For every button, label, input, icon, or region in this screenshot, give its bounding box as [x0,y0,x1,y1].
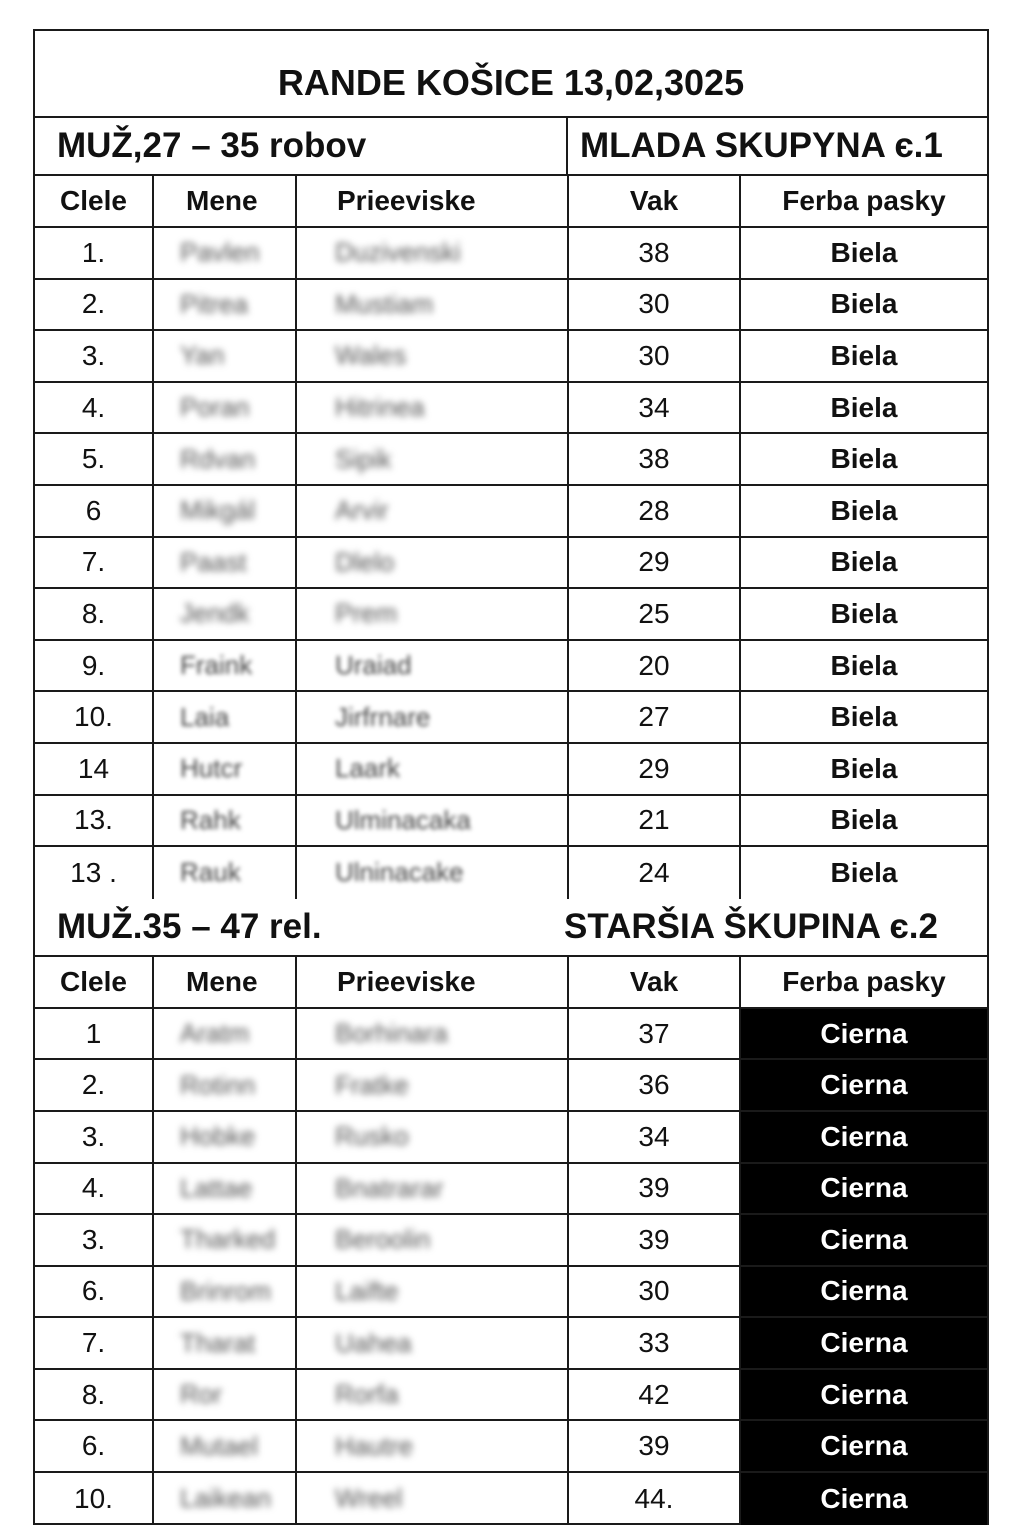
row-band-color: Cierna [820,1120,908,1152]
row-age: 36 [638,1069,670,1101]
table-row [35,280,987,332]
row-band-color-cell [741,383,987,433]
row-surname-cell [297,692,569,742]
row-age: 21 [638,804,670,836]
row-surname-cell [297,744,569,794]
row-surname: Duzivenski [335,237,461,268]
row-surname: Uraiad [335,650,412,681]
row-age: 25 [638,597,670,629]
row-age: 39 [638,1223,670,1255]
row-band-color-cell [741,1318,987,1368]
row-surname: Hautre [335,1430,414,1461]
col-age-header: Vak [569,176,741,226]
table-row [35,1009,987,1061]
row-name-cell [154,847,297,899]
row-number: 8. [81,1378,106,1410]
row-band-color: Biela [830,391,898,423]
row-name: Poran [180,392,250,423]
row-number-cell [35,1318,154,1368]
row-band-color: Cierna [820,1327,908,1359]
group2-table-body [35,1009,987,1525]
row-number-cell [35,847,154,899]
row-surname-cell [297,538,569,588]
row-band-color-cell [741,1060,987,1110]
row-band-color: Biela [830,236,898,268]
row-surname: Mustiam [335,288,434,319]
row-number: 4. [81,391,106,423]
page-title: RANDE KOŠICE 13,02,3025 [35,31,987,118]
row-surname: Borhinara [335,1018,448,1049]
row-number: 14 [77,752,110,784]
row-surname-cell [297,331,569,381]
row-band-color-cell [741,1473,987,1525]
group2-group-label: STARŠIA ŠKUPINA є.2 [564,906,938,946]
row-surname-cell [297,1164,569,1214]
row-number-cell [35,1112,154,1162]
row-name: Fraink [180,650,253,681]
col-age-header: Vak [569,957,741,1007]
row-surname-cell [297,434,569,484]
row-band-color-cell [741,538,987,588]
row-number: 1. [81,236,106,268]
row-band-color-cell [741,1164,987,1214]
row-age: 38 [638,443,670,475]
row-band-color: Biela [830,597,898,629]
row-band-color-cell [741,331,987,381]
row-band-color-cell [741,589,987,639]
row-surname: Rusko [335,1121,409,1152]
group2-age-label: MUŽ.35 – 47 rel. [57,906,322,946]
row-band-color: Cierna [820,1069,908,1101]
row-number: 3. [81,1223,106,1255]
row-age: 28 [638,494,670,526]
row-band-color: Biela [830,494,898,526]
col-band-header: Ferba pasky [782,965,946,997]
row-number-cell [35,383,154,433]
row-name-cell [154,1370,297,1420]
col-name-header: Mene [154,176,297,226]
row-number: 9. [81,649,106,681]
row-surname: Prem [335,598,398,629]
row-band-color: Cierna [820,1482,908,1514]
row-name: Jendk [180,598,250,629]
row-age: 42 [638,1378,670,1410]
row-band-color-cell [741,280,987,330]
table-row [35,1421,987,1473]
row-name: Rahk [180,804,241,835]
row-name: Brinrom [180,1275,272,1306]
row-number: 3. [81,339,106,371]
row-band-color-cell [741,1370,987,1420]
row-name-cell [154,796,297,846]
row-surname-cell [297,280,569,330]
row-age: 30 [638,339,670,371]
row-surname-cell [297,1009,569,1059]
row-band-color-cell [741,744,987,794]
row-surname-cell [297,1318,569,1368]
row-name: Pitrea [180,288,248,319]
row-name-cell [154,1060,297,1110]
row-number: 7. [81,546,106,578]
row-band-color-cell [741,1112,987,1162]
row-number: 3. [81,1120,106,1152]
row-number-cell [35,1421,154,1471]
row-name: Rotinn [180,1069,256,1100]
table-row [35,1318,987,1370]
row-surname: Rorfa [335,1379,399,1410]
row-name: Tharked [180,1224,276,1255]
row-name-cell [154,1112,297,1162]
row-age: 29 [638,546,670,578]
row-number-cell [35,486,154,536]
row-surname: Hitrinea [335,392,425,423]
table-row [35,1267,987,1319]
table-row [35,692,987,744]
row-name: Rauk [180,857,241,888]
row-surname-cell [297,641,569,691]
row-age: 44. [634,1482,674,1514]
row-number: 6. [81,1430,106,1462]
row-age-cell [569,1060,741,1110]
row-surname-cell [297,1370,569,1420]
row-number: 10. [74,701,113,733]
row-surname: Laark [335,753,401,784]
table-row [35,538,987,590]
row-surname: Bnatrarar [335,1172,444,1203]
row-band-color-cell [741,1215,987,1265]
row-name: Laia [180,701,230,732]
row-band-color-cell [741,434,987,484]
table-row [35,1370,987,1422]
row-surname-cell [297,847,569,899]
row-number-cell [35,1473,154,1525]
row-number-cell [35,1009,154,1059]
table-row [35,228,987,280]
table-row [35,486,987,538]
row-number-cell [35,1164,154,1214]
row-number-cell [35,796,154,846]
row-band-color-cell [741,486,987,536]
row-age: 20 [638,649,670,681]
col-surname-header: Prieeviske [297,176,569,226]
row-number: 13 . [70,856,117,888]
row-name-cell [154,1421,297,1471]
row-age-cell [569,1112,741,1162]
row-number-cell [35,589,154,639]
row-band-color: Cierna [820,1378,908,1410]
row-age-cell [569,692,741,742]
col-surname-header: Prieeviske [297,957,569,1007]
row-number-cell [35,1215,154,1265]
row-age: 34 [638,1120,670,1152]
table-row [35,383,987,435]
row-name-cell [154,331,297,381]
row-age-cell [569,1009,741,1059]
row-age: 30 [638,288,670,320]
row-surname-cell [297,1060,569,1110]
row-age: 37 [638,1017,670,1049]
row-name: Hobke [180,1121,256,1152]
row-number: 7. [81,1327,106,1359]
row-number: 4. [81,1172,106,1204]
row-name-cell [154,1318,297,1368]
row-surname: Arvir [335,495,389,526]
row-band-color-cell [741,228,987,278]
row-name: Mikgál [180,495,256,526]
row-surname: Laifte [335,1275,399,1306]
group2-header [35,899,987,957]
row-band-color-cell [741,847,987,899]
row-surname-cell [297,1215,569,1265]
table-row [35,847,987,899]
row-surname-cell [297,1112,569,1162]
group1-header [35,118,987,176]
row-number-cell [35,641,154,691]
row-name-cell [154,692,297,742]
row-number-cell [35,744,154,794]
row-surname-cell [297,486,569,536]
row-band-color-cell [741,1267,987,1317]
row-age: 39 [638,1430,670,1462]
row-band-color-cell [741,641,987,691]
row-age: 29 [638,752,670,784]
row-age-cell [569,1473,741,1525]
col-number-header: Clele [35,176,154,226]
row-number: 6. [81,1275,106,1307]
row-band-color: Biela [830,339,898,371]
row-number: 10. [74,1482,113,1514]
row-name: Paast [180,546,247,577]
row-age-cell [569,538,741,588]
row-band-color-cell [741,1009,987,1059]
row-name-cell [154,1009,297,1059]
row-name: Lattae [180,1172,253,1203]
row-name-cell [154,228,297,278]
row-surname-cell [297,796,569,846]
row-number-cell [35,228,154,278]
row-age: 34 [638,391,670,423]
table-row [35,1164,987,1216]
row-number: 13. [74,804,113,836]
row-age-cell [569,1267,741,1317]
col-band-header: Ferba pasky [782,185,946,216]
row-band-color: Biela [830,804,898,836]
row-name: Laikean [180,1483,272,1514]
table-row [35,1060,987,1112]
row-age-cell [569,434,741,484]
row-band-color-cell [741,1421,987,1471]
row-age-cell [569,1215,741,1265]
row-surname-cell [297,228,569,278]
row-age-cell [569,280,741,330]
row-name-cell [154,744,297,794]
row-band-color: Biela [830,443,898,475]
row-surname: Wales [335,340,407,371]
row-name: Ror [180,1379,222,1410]
row-number: 1 [85,1017,102,1049]
row-age: 24 [638,856,670,888]
row-band-color: Biela [830,546,898,578]
row-number-cell [35,538,154,588]
row-number: 5. [81,443,106,475]
col-name-header: Mene [154,957,297,1007]
group1-column-headers [35,176,987,228]
row-number-cell [35,434,154,484]
row-age: 33 [638,1327,670,1359]
row-age: 27 [638,701,670,733]
row-number: 6 [85,494,102,526]
row-age-cell [569,796,741,846]
row-number-cell [35,331,154,381]
row-band-color-cell [741,796,987,846]
row-band-color: Biela [830,288,898,320]
row-band-color: Cierna [820,1017,908,1049]
row-band-color: Cierna [820,1223,908,1255]
row-age-cell [569,641,741,691]
table-row [35,744,987,796]
row-number: 8. [81,597,106,629]
group1-group-label: MLADA SKUPYNA є.1 [580,126,943,165]
row-number-cell [35,280,154,330]
row-band-color: Biela [830,649,898,681]
row-age-cell [569,486,741,536]
row-band-color: Cierna [820,1275,908,1307]
table-row [35,589,987,641]
row-number-cell [35,1267,154,1317]
table-row [35,434,987,486]
row-age-cell [569,847,741,899]
row-number-cell [35,692,154,742]
row-age-cell [569,1421,741,1471]
row-number-cell [35,1060,154,1110]
row-surname: Ulninacake [335,857,464,888]
row-surname-cell [297,1421,569,1471]
row-age-cell [569,383,741,433]
row-name: Rdvan [180,443,256,474]
row-surname: Dlelo [335,546,395,577]
row-name-cell [154,1473,297,1525]
row-band-color: Biela [830,856,898,888]
row-name-cell [154,538,297,588]
row-surname-cell [297,589,569,639]
row-name-cell [154,434,297,484]
row-band-color: Cierna [820,1172,908,1204]
row-surname: Ulminacaka [335,804,471,835]
row-name-cell [154,1164,297,1214]
row-age-cell [569,331,741,381]
col-number-header: Clele [35,957,154,1007]
row-age: 38 [638,236,670,268]
row-surname-cell [297,1473,569,1525]
row-name-cell [154,486,297,536]
row-age-cell [569,589,741,639]
row-surname-cell [297,383,569,433]
row-age: 30 [638,1275,670,1307]
table-row [35,1473,987,1525]
row-number: 2. [81,1069,106,1101]
row-name-cell [154,1215,297,1265]
row-age-cell [569,1370,741,1420]
row-name-cell [154,280,297,330]
row-name: Aratm [180,1018,250,1049]
row-age: 39 [638,1172,670,1204]
row-number-cell [35,1370,154,1420]
registration-sheet [33,29,989,1525]
row-surname-cell [297,1267,569,1317]
row-age-cell [569,1318,741,1368]
row-name: Yan [180,340,225,371]
table-row [35,331,987,383]
group1-age-label: MUŽ,27 – 35 robov [35,118,568,174]
row-age-cell [569,1164,741,1214]
row-band-color: Biela [830,752,898,784]
row-name: Hutcr [180,753,243,784]
row-number: 2. [81,288,106,320]
table-row [35,796,987,848]
row-surname: Uahea [335,1327,412,1358]
row-name-cell [154,641,297,691]
row-surname: Fratke [335,1069,409,1100]
row-band-color: Biela [830,701,898,733]
row-band-color: Cierna [820,1430,908,1462]
row-name-cell [154,589,297,639]
row-name-cell [154,1267,297,1317]
row-surname: Sipik [335,443,392,474]
row-name: Pavlen [180,237,260,268]
row-surname: Jirfrnare [335,701,431,732]
row-name: Mutael [180,1430,259,1461]
table-row [35,1112,987,1164]
row-age-cell [569,228,741,278]
row-surname: Beroolin [335,1224,431,1255]
row-name-cell [154,383,297,433]
group1-table-body [35,228,987,899]
table-row [35,1215,987,1267]
row-surname: Wreel [335,1483,403,1514]
row-band-color-cell [741,692,987,742]
group2-column-headers [35,957,987,1009]
table-row [35,641,987,693]
row-age-cell [569,744,741,794]
row-name: Tharat [180,1327,256,1358]
